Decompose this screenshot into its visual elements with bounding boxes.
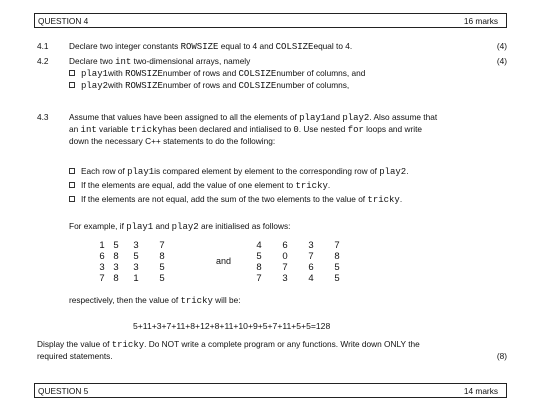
display-instruction-line-2: required statements. <box>37 351 113 361</box>
result-intro: respectively, then the value of tricky will be: <box>69 295 241 306</box>
checkbox-bullet-icon <box>69 70 75 76</box>
item-4-2-text: Declare two int two-dimensional arrays, namely <box>69 56 251 67</box>
item-number-4-2: 4.2 <box>37 56 49 66</box>
matrix-row: 6 8 5 8 <box>99 251 165 262</box>
question-marks: 16 marks <box>463 16 498 26</box>
question-4-header <box>34 13 507 28</box>
item-4-3-line-3: down the necessary C++ statements to do the following: <box>69 136 276 146</box>
result-formula: 5+11+3+7+11+8+12+8+11+10+9+5+7+11+5+5=128 <box>133 321 331 331</box>
matrix-row: 3 3 3 5 <box>99 262 165 273</box>
checkbox-bullet-icon <box>69 182 75 188</box>
item-number-4-3: 4.3 <box>37 112 49 122</box>
matrix-row: 4 6 3 7 <box>256 240 340 251</box>
question-title: QUESTION 5 <box>38 386 89 396</box>
item-4-3-line-2: an int variable trickyhas been declared and intialised to 0. Use nested for loops and write <box>69 124 422 135</box>
checkbox-bullet-icon <box>69 82 75 88</box>
matrix-row: 5 0 7 8 <box>256 251 340 262</box>
play1-matrix <box>95 240 175 284</box>
question-5-header <box>34 383 507 398</box>
item-4-3-bullet-2: If the elements are equal, add the value of one element to tricky. <box>69 180 330 191</box>
item-number-4-1: 4.1 <box>37 41 49 51</box>
example-intro: For example, if play1 and play2 are initialised as follows: <box>69 221 291 232</box>
play2-matrix <box>246 240 350 284</box>
item-4-2-marks: (4) <box>496 56 507 66</box>
item-4-3-bullet-1: Each row of play1is compared element by element to the corresponding row of play2. <box>69 166 409 177</box>
question-marks: 14 marks <box>463 386 498 396</box>
item-4-1-text: Declare two integer constants ROWSIZE equal to 4 and COLSIZEequal to 4. <box>69 41 353 52</box>
item-4-2-bullet-1: play1with ROWSIZEnumber of rows and COLSIZEnumber of columns, and <box>69 68 365 79</box>
display-instruction-line-1: Display the value of tricky. Do NOT write a complete program or any functions. Write down ONLY the <box>37 339 420 350</box>
item-4-3-marks: (8) <box>496 351 507 361</box>
item-4-3-line-1: Assume that values have been assigned to all the elements of play1and play2. Also assume that <box>69 112 438 123</box>
item-4-3-bullet-3: If the elements are not equal, add the sum of the two elements to the value of tricky. <box>69 194 402 205</box>
checkbox-bullet-icon <box>69 168 75 174</box>
question-title: QUESTION 4 <box>38 16 89 26</box>
matrix-row: 7 8 1 5 <box>99 273 165 284</box>
item-4-1-marks: (4) <box>496 41 507 51</box>
item-4-2-bullet-2: play2with ROWSIZEnumber of rows and COLSIZEnumber of columns, <box>69 80 349 91</box>
matrix-row: 8 7 6 5 <box>256 262 340 273</box>
matrix-row: 7 3 4 5 <box>256 273 340 284</box>
checkbox-bullet-icon <box>69 196 75 202</box>
matrix-row: 1 5 3 7 <box>99 240 165 251</box>
and-label: and <box>216 256 232 266</box>
